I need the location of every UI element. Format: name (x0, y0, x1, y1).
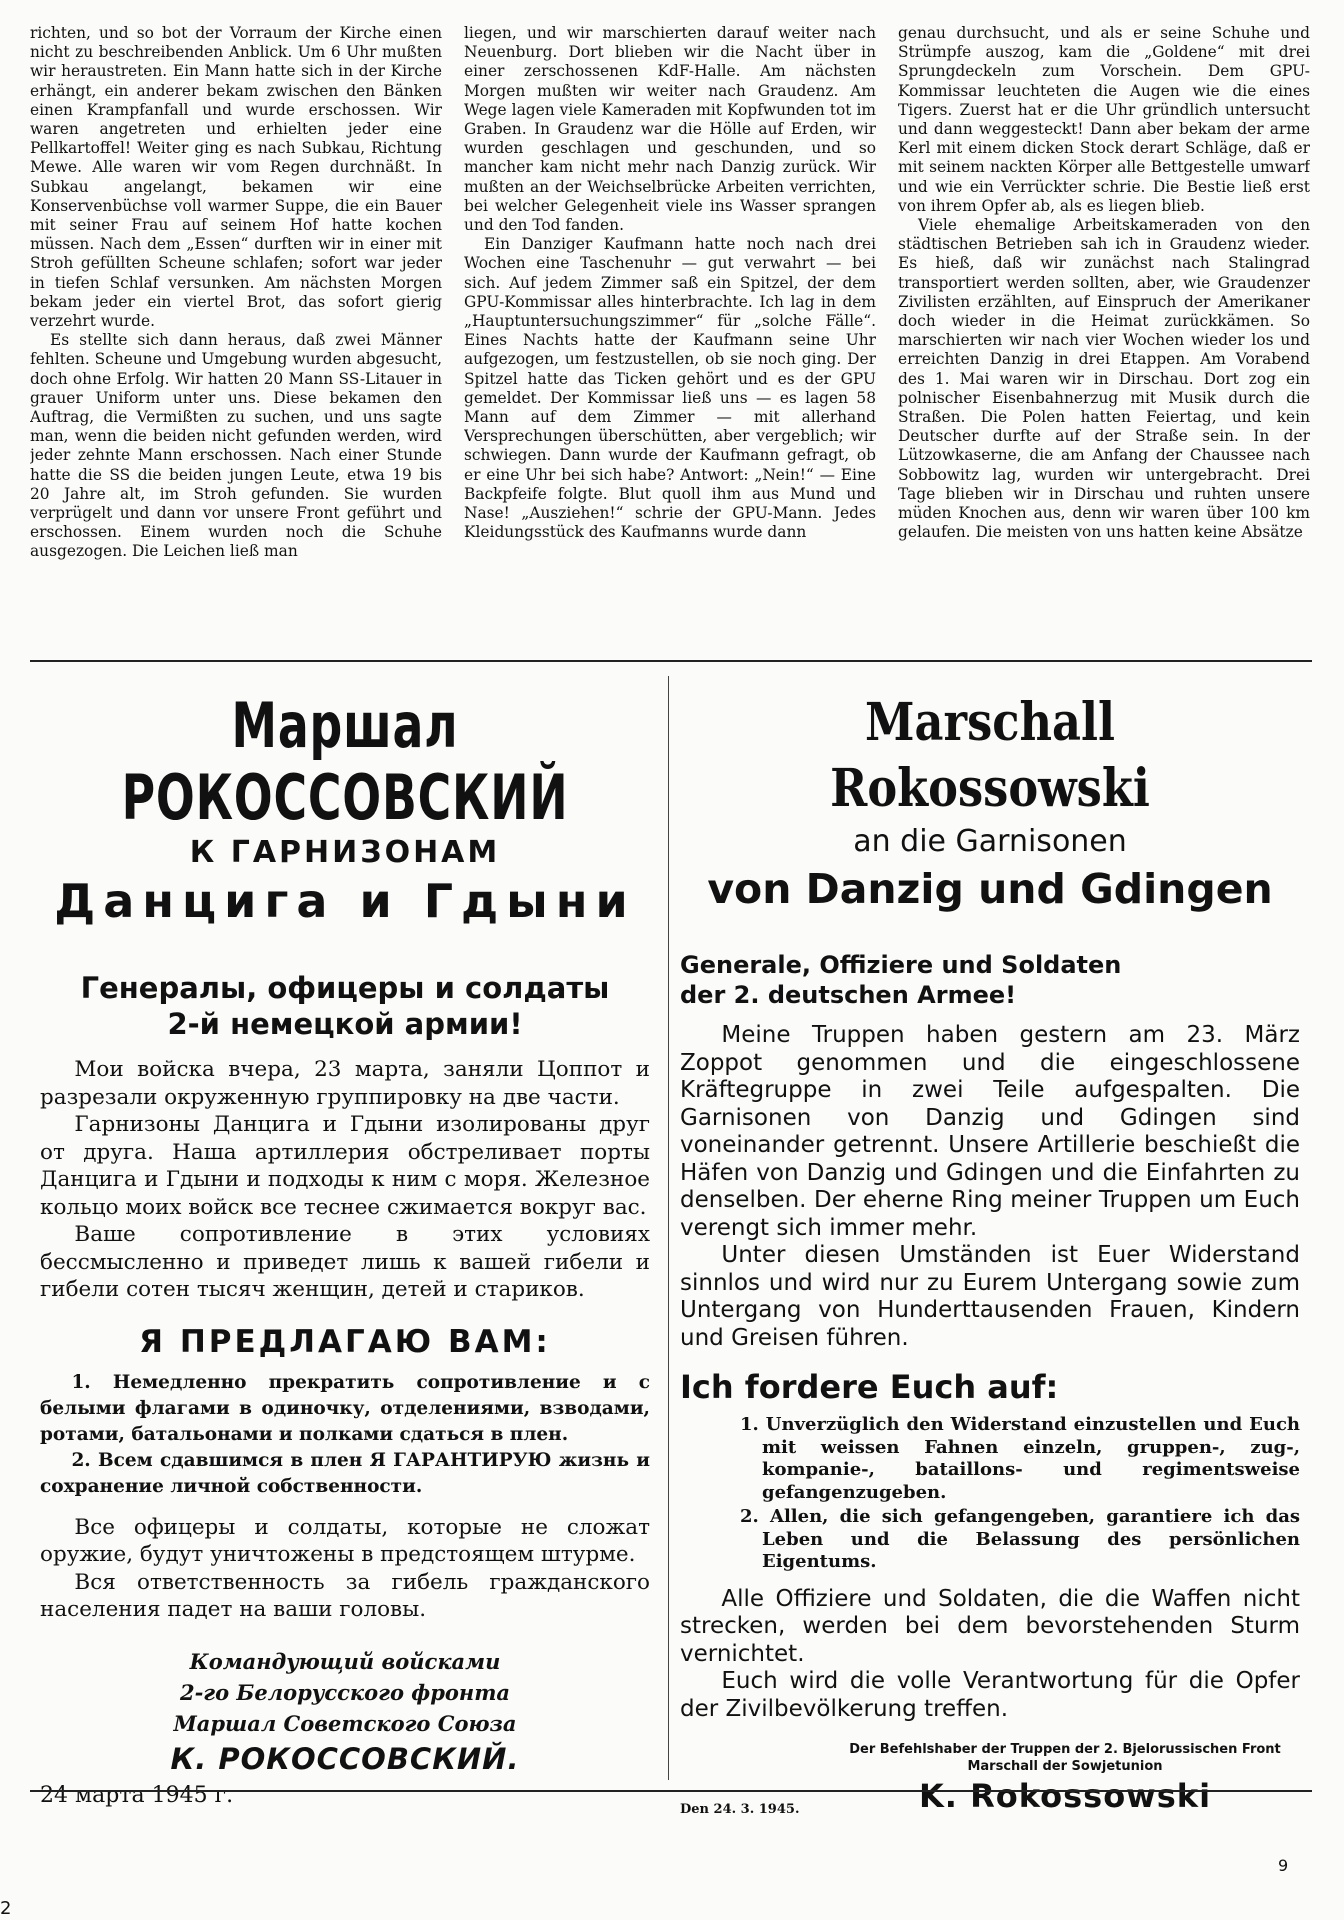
german-leaflet (680, 690, 1300, 1817)
de-demands (680, 1414, 1300, 1574)
de-demand-item: 2. Allen, die sich gefangengeben, garantiere ich das Leben und die Belassung des persönlichen Eigentums. (740, 1506, 1300, 1572)
ru-sign-line: 2-го Белорусского фронта (179, 1679, 511, 1705)
top-divider (30, 660, 1312, 662)
de-subtitle: an die Garnisonen (853, 824, 1127, 859)
ru-call-heading: Я ПРЕДЛАГАЮ ВАМ: (139, 1323, 551, 1360)
paragraph: liegen, und wir marschierten darauf weiter nach Neuenburg. Dort blieben wir die Nacht über in einer zerschossenen KdF-Halle. Am nächsten Morgen mußten wir weiter nach Graudenz. Am Wege lagen viele Kameraden mit Kopfwunden tot im Graben. In Graudenz war die Hölle auf Erden, wir wurden geschlagen und geschunden, und so mancher kam nicht mehr nach Danzig zurück. Wir mußten an der Weichselbrücke Arbeiten verrichten, bei welcher Gelegenheit viele ins Wasser sprangen und den Tod fanden. (464, 24, 876, 235)
ru-subtitle: К ГАРНИЗОНАМ (189, 835, 501, 870)
ru-closing (40, 1514, 650, 1624)
corner-mark: 2 (0, 1898, 12, 1919)
ru-title: Маршал РОКОССОВСКИЙ (121, 689, 569, 834)
ru-heading-line: Генералы, офицеры и солдаты (80, 971, 610, 1005)
ru-signer-name: К. РОКОССОВСКИЙ. (170, 1741, 520, 1776)
ru-paragraph: Ваше сопротивление в этих условиях бессмысленно и приведет лишь к вашей гибели и гибели сотен тысяч женщин, детей и стариков. (40, 1222, 650, 1302)
de-call-heading: Ich fordere Euch auf: (680, 1368, 1059, 1406)
ru-demand-item: 1. Немедленно прекратить сопротивление и с белыми флагами в одиночку, отделениями, взводами, ротами, батальонами и полками сдаться в плен. (40, 1371, 650, 1445)
de-sign-line: Marschall der Sowjetunion (967, 1759, 1163, 1774)
de-paragraph: Meine Truppen haben gestern am 23. März Zoppot genommen und die eingeschlossene Kräftegruppe in zwei Teile aufgespalten. Die Garnisonen von Danzig und Gdingen sind voneinander getrennt. Unsere Artillerie beschießt die Häfen von Danzig und Gdingen und die Einfahrten zu denselben. Der eherne Ring meiner Truppen um Euch verengt sich immer mehr. (680, 1022, 1300, 1241)
article-column-3 (898, 24, 1310, 620)
ru-sign-line: Маршал Советского Союза (173, 1710, 517, 1736)
article-column-2 (464, 24, 876, 620)
de-demand-item: 1. Unverzüglich den Widerstand einzustellen und Euch mit weissen Fahnen einzeln, gruppen-, zug-, kompanie-, bataillons- und regimentsweise gefangenzugeben. (740, 1414, 1300, 1503)
ru-paragraph: Вся ответственность за гибель гражданского населения падет на ваши головы. (40, 1569, 650, 1622)
page-number: 9 (1278, 1856, 1289, 1875)
de-body (680, 1022, 1300, 1352)
ru-demands (40, 1370, 650, 1500)
leaflet-separator (668, 676, 669, 1780)
ru-heading-line: 2-й немецкой армии! (167, 1007, 523, 1041)
paragraph: Es stellte sich dann heraus, daß zwei Männer fehlten. Scheune und Umgebung wurden abgesucht, doch ohne Erfolg. Wir hatten 20 Mann SS-Litauer in grauer Uniform unter uns. Diese bekamen den Auftrag, die Vermißten zu suchen, und uns sagte man, wenn die beiden nicht gefunden werden, wird jeder zehnte Mann erschossen. Nach einer Stunde hatte die SS die beiden jungen Leute, etwa 19 bis 20 Jahre alt, im Stroh gefunden. Sie wurden verprügelt und dann vor unsere Front geführt und erschossen. Einem wurden noch die Schuhe ausgezogen. Die Leichen ließ man (30, 331, 442, 561)
de-signature-block (680, 1741, 1300, 1817)
russian-leaflet (40, 690, 650, 1808)
ru-paragraph: Все офицеры и солдаты, которые не сложат оружие, будут уничтожены в предстоящем штурме. (40, 1514, 650, 1567)
de-closing (680, 1586, 1300, 1724)
article-column-1 (30, 24, 442, 620)
de-paragraph: Euch wird die volle Verantwortung für die Opfer der Zivilbevölkerung treffen. (680, 1668, 1300, 1722)
de-paragraph: Unter diesen Umständen ist Euer Widerstand sinnlos und wird nur zu Eurem Untergang sowie zum Untergang von Hunderttausenden Frauen, Kindern und Greisen führen. (680, 1242, 1300, 1351)
de-title: Marschall Rokossowski (830, 692, 1150, 819)
paragraph: Ein Danziger Kaufmann hatte noch nach drei Wochen eine Taschenuhr — gut verwahrt — bei sich. Auf jedem Zimmer saß ein Spitzel, der dem GPU-Kommissar alles hinterbrachte. Ich lag in dem „Hauptuntersuchungszimmer“ für „solche Fälle“. Eines Nachts hatte der Kaufmann seine Uhr aufgezogen, um festzustellen, ob sie noch ging. Der Spitzel hatte das Ticken gehört und es der GPU gemeldet. Der Kommissar ließ uns — es lagen 58 Mann auf dem Zimmer — mit allerhand Versprechungen überschütten, aber vergeblich; wir schwiegen. Dann wurde der Kaufmann gefragt, ob er eine Uhr bei sich habe? Antwort: „Nein!“ — Eine Backpfeife folgte. Blut quoll ihm aus Mund und Nase! „Ausziehen!“ schrie der GPU-Mann. Jedes Kleidungsstück des Kaufmanns wurde dann (464, 235, 876, 542)
paragraph: richten, und so bot der Vorraum der Kirche einen nicht zu beschreibenden Anblick. Um 6 Uhr mußten wir heraustreten. Ein Mann hatte sich in der Kirche erhängt, ein anderer bekam zwischen den Bänken einen Krampfanfall und wurde erschossen. Wir waren angetreten und erhielten jeder eine Pellkartoffel! Weiter ging es nach Subkau, Richtung Mewe. Alle waren wir vom Regen durchnäßt. In Subkau angelangt, bekamen wir eine Konservenbüchse voll warmer Suppe, die ein Bauer mit seiner Frau auf seinem Hof hatte kochen müssen. Nach dem „Essen“ durften wir in einer mit Stroh gefüllten Scheune schlafen; sofort war jeder in tiefen Schlaf versunken. Am nächsten Morgen bekam jeder ein viertel Brot, das sofort gierig verzehrt wurde. (30, 24, 442, 331)
ru-paragraph: Мои войска вчера, 23 марта, заняли Цоппот и разрезали окруженную группировку на две части. (40, 1057, 650, 1110)
de-address-heading (680, 950, 1300, 1010)
de-signer-name: K. Rokossowski (918, 1777, 1212, 1815)
de-sign-line: Der Befehlshaber der Truppen der 2. Bjelorussischen Front (849, 1742, 1281, 1757)
ru-paragraph: Гарнизоны Данцига и Гдыни изолированы друг от друга. Наша артиллерия обстреливает порты Данцига и Гдыни и подходы к ним с моря. Железное кольцо моих войск все теснее сжимается вокруг вас. (40, 1112, 650, 1220)
de-heading-line: Generale, Offiziere und Soldaten (680, 951, 1122, 979)
de-subtitle-cities: von Danzig und Gdingen (707, 865, 1273, 913)
paragraph: genau durchsucht, und als er seine Schuhe und Strümpfe auszog, kam die „Goldene“ mit drei Sprungdeckeln zum Vorschein. Dem GPU-Kommissar leuchteten die Augen wie die eines Tigers. Zuerst hat er die Uhr gründlich untersucht und dann weggesteckt! Dann aber bekam der arme Kerl mit einem dicken Stock derart Schläge, daß er mit seinem nackten Körper alle Bettgestelle umwarf und wie ein Verrückter schrie. Die Bestie ließ erst von ihrem Opfer ab, als es liegen blieb. (898, 24, 1310, 215)
ru-signature (40, 1646, 650, 1779)
paragraph: Viele ehemalige Arbeitskameraden von den städtischen Betrieben sah ich in Graudenz wieder. Es hieß, daß wir zunächst nach Stalingrad transportiert werden sollten, aber, wie Graudenzer Zivilisten erzählten, auf Einspruch der Amerikaner doch wieder in die Heimat zurückkämen. So marschierten wir nach vier Wochen wieder los und erreichten Danzig in drei Etappen. Am Vorabend des 1. Mai waren wir in Dirschau. Dort zog ein polnischer Eisenbahnerzug mit Musik durch die Straßen. Die Polen hatten Feiertag, und kein Deutscher durfte auf der Straße sein. In der Lützowkaserne, die am Anfang der Chaussee nach Sobbowitz lag, wurden wir untergebracht. Drei Tage blieben wir in Dirschau und ruhten unsere müden Knochen aus, denn wir waren über 100 km gelaufen. Die meisten von uns hatten keine Absätze (898, 216, 1310, 542)
ru-address-heading (40, 970, 650, 1042)
de-heading-line: der 2. deutschen Armee! (680, 981, 1017, 1009)
bottom-divider (30, 1790, 1312, 1792)
ru-sign-line: Командующий войсками (189, 1648, 501, 1674)
article-columns (30, 24, 1310, 620)
de-paragraph: Alle Offiziere und Soldaten, die die Waffen nicht strecken, werden bei dem bevorstehenden Sturm vernichtet. (680, 1585, 1300, 1667)
ru-subtitle-cities: Данцига и Гдыни (54, 874, 636, 928)
de-date: Den 24. 3. 1945. (680, 1802, 800, 1817)
ru-demand-item: 2. Всем сдавшимся в плен Я ГАРАНТИРУЮ жизнь и сохранение личной собственности. (40, 1449, 650, 1497)
ru-body (40, 1056, 650, 1304)
ru-date: 24 марта 1945 г. (40, 1782, 234, 1808)
